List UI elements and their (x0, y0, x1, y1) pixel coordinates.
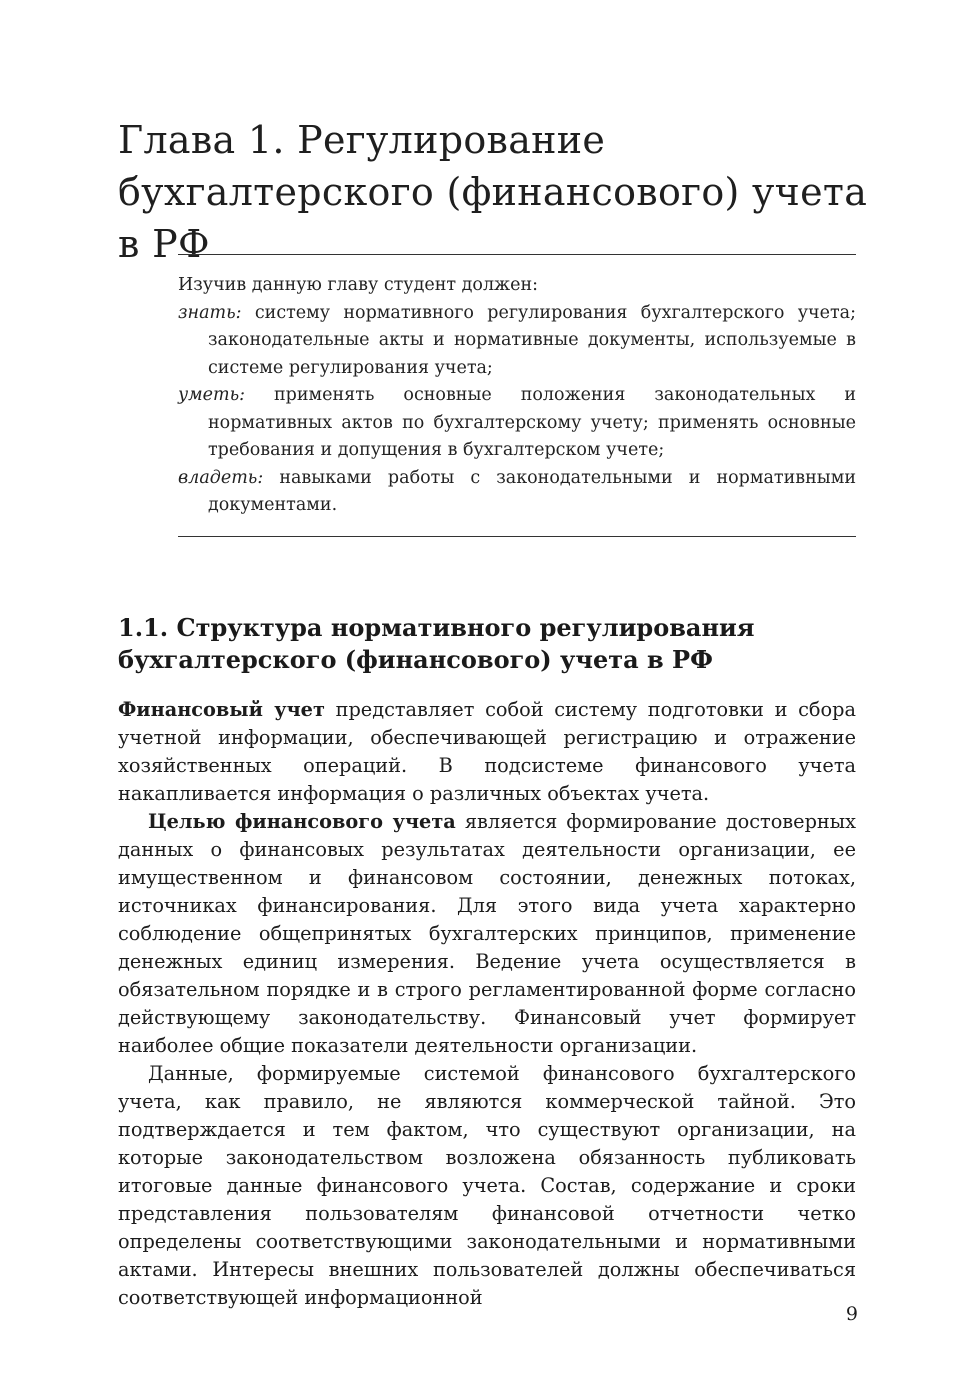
learning-objectives-box (178, 254, 856, 537)
objective-text: применять основные положения законодательных и нормативных актов по бухгалтерскому учету; применять основные требования и допущения в бухгалтерском учете; (208, 385, 856, 460)
objective-label: знать: (178, 302, 242, 323)
paragraph-term: Финансовый учет (118, 698, 325, 721)
objective-label: владеть: (178, 467, 264, 488)
section-title: 1.1. Структура нормативного регулирования бухгалтерского (финансового) учета в РФ (118, 613, 755, 674)
objective-text: систему нормативного регулирования бухгалтерского учета; законодательные акты и нормативные документы, используемые в системе регулирования учета; (208, 302, 856, 378)
paragraph (118, 1060, 856, 1312)
objective-text: навыками работы с законодательными и нормативными документами. (208, 467, 856, 515)
paragraph-term: Целью финансового учета (148, 810, 456, 833)
page-number: 9 (845, 1303, 858, 1325)
objective-label: уметь: (178, 385, 246, 405)
objective-know (178, 300, 856, 383)
body-text (118, 696, 856, 1312)
paragraph-text: представляет собой систему подготовки и сбора учетной информации, обеспечивающей регистрацию и отражение хозяйственных операций. В подсистеме финансового учета накапливается информация о различных объектах учета. (118, 698, 856, 805)
paragraph (118, 696, 856, 808)
paragraph-text: является формирование достоверных данных о финансовых результатах деятельности организации, ее имущественном и финансовом состоянии, денежных потоках, источниках финансирования. Для этого вида учета характерно соблюдение общепринятых бухгалтерских принципов, применение денежных единиц измерения. Ведение учета осуществляется в обязательном порядке и в строго регламентированной форме согласно действующему законодательству. Финансовый учет формирует наиболее общие показатели деятельности организации. (118, 810, 856, 1057)
objective-master (178, 465, 856, 520)
paragraph (118, 808, 856, 1060)
objective-can (178, 382, 856, 465)
paragraph-text: Данные, формируемые системой финансового бухгалтерского учета, как правило, не являются коммерческой тайной. Это подтверждается и тем фактом, что существуют организации, на которые законодательством возложена обязанность публиковать итоговые данные финансового учета. Состав, содержание и сроки представления пользователям финансовой отчетности четко определены соответствующими законодательными и нормативными актами. Интересы внешних пользователей должны обеспечиваться соответствующей информационной (118, 1062, 856, 1309)
objectives-intro: Изучив данную главу студент должен: (178, 275, 539, 295)
chapter-title: Глава 1. Регулирование бухгалтерского (финансового) учета в РФ (118, 118, 868, 266)
